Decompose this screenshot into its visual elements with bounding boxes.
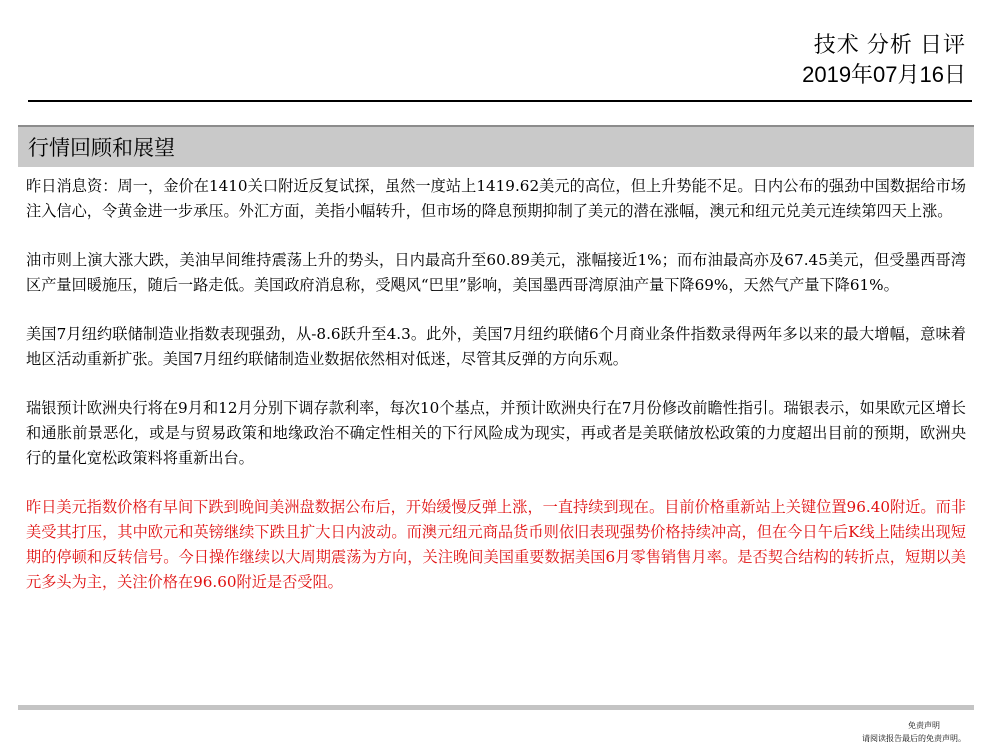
paragraph-oil-market: 油市则上演大涨大跌，美油早间维持震荡上升的势头，日内最高升至60.89美元，涨幅接近1%；而布油最高亦及67.45美元，但受墨西哥湾区产量回暖施压，随后一路走低。美国政府消息称，受飓风“巴里”影响，美国墨西哥湾原油产量下降69%，天然气产量下降61%。 <box>26 251 966 294</box>
footer-divider <box>18 705 974 710</box>
report-date: 2019年07月16日 <box>802 62 966 87</box>
paragraph-ny-fed: 美国7月纽约联储制造业指数表现强劲，从-8.6跃升至4.3。此外，美国7月纽约联储6个月商业条件指数录得两年多以来的最大增幅，意味着地区活动重新扩张。美国7月纽约联储制造业数据依然相对低迷，尽管其反弹的方向乐观。 <box>26 325 966 368</box>
disclaimer-text: 请阅读报告最后的免责声明。 <box>862 734 966 743</box>
header-divider <box>28 100 972 102</box>
paragraph-market-news: 昨日消息资：周一，金价在1410关口附近反复试探，虽然一度站上1419.62美元的高位，但上升势能不足。日内公布的强劲中国数据给市场注入信心，令黄金进一步承压。外汇方面，美指小幅转升，但市场的降息预期抑制了美元的潜在涨幅，澳元和纽元兑美元连续第四天上涨。 <box>26 177 966 220</box>
paragraph-ubs-ecb: 瑞银预计欧洲央行将在9月和12月分别下调存款利率，每次10个基点，并预计欧洲央行在7月份修改前瞻性指引。瑞银表示，如果欧元区增长和通胀前景恶化，或是与贸易政策和地缘政治不确定性相关的下行风险成为现实，再或者是美联储放松政策的力度超出目前的预期，欧洲央行的量化宽松政策料将重新出台。 <box>26 399 966 467</box>
section-header-bar <box>18 125 974 167</box>
disclaimer-title: 免责声明 <box>908 721 940 730</box>
report-title: 技术 分析 日评 <box>813 32 966 57</box>
paragraph-dollar-outlook: 昨日美元指数价格有早间下跌到晚间美洲盘数据公布后，开始缓慢反弹上涨，一直持续到现在。目前价格重新站上关键位置96.40附近。而非美受其打压，其中欧元和英镑继续下跌且扩大日内波动。而澳元纽元商品货币则依旧表现强势价格持续冲高，但在今日午后K线上陆续出现短期的停顿和反转信号。今日操作继续以大周期震荡为方向，关注晚间美国重要数据美国6月零售销售月率。是否契合结构的转折点，短期以美元多头为主，关注价格在96.60附近是否受阻。 <box>26 498 966 591</box>
report-body <box>26 174 966 595</box>
section-title: 行情回顾和展望 <box>28 136 175 160</box>
